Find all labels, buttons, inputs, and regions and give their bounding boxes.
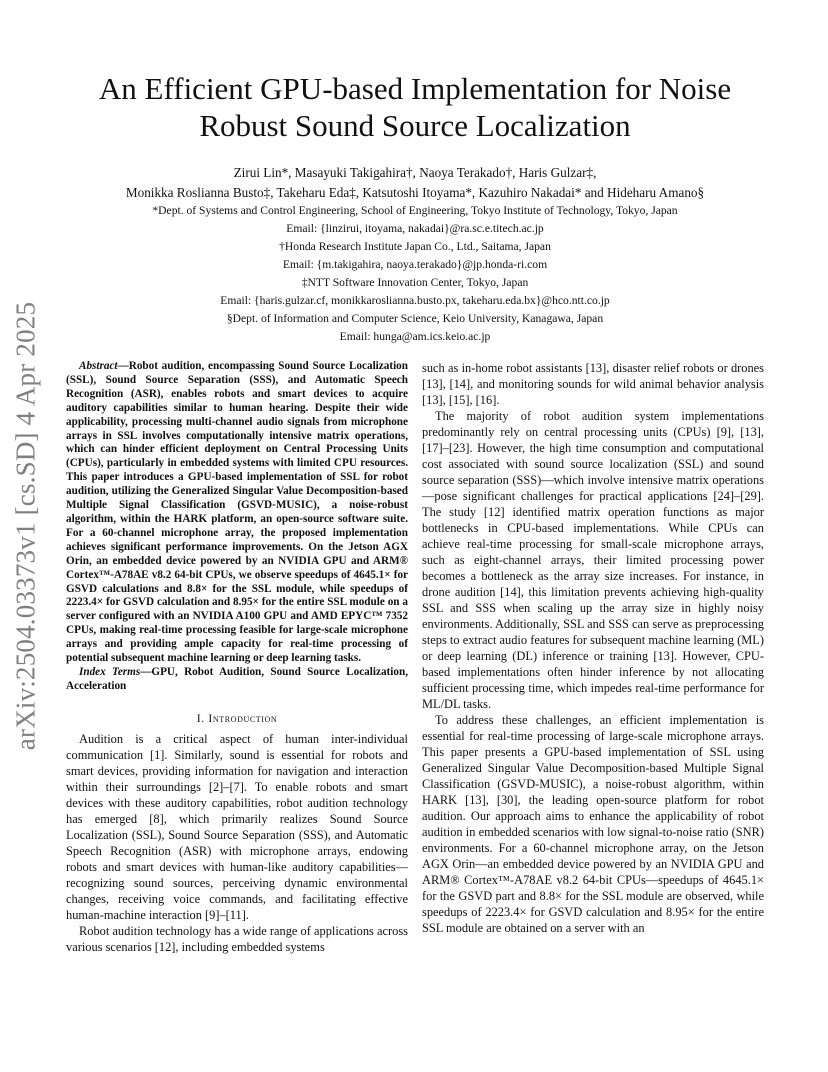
intro-paragraph-2: Robot audition technology has a wide range of applications across various scenarios [12], including embedded systems	[66, 923, 408, 954]
paper-title: An Efficient GPU-based Implementation for Noise Robust Sound Source Localization	[98, 71, 732, 143]
right-paragraph-1: The majority of robot audition system implementations predominantly rely on central processing units (CPUs) [9], [13], [17]–[23]. However, the high time consumption and computational cost associated with sound source localization (SSL) and sound source separation (SSS)—which involve intensive matrix operations—pose significant challenges for practical applications [24]–[29]. The study [12] identified matrix operation functions as major bottlenecks in CPU-based implementations. While CPUs can achieve real-time processing for small-scale microphone arrays, such as eight-channel arrays, their limited processing power becomes a bottleneck as the array size increases. For instance, in drone audition [14], this limitation prevents achieving high-quality SSL and SSS when scaling up the array size in highly noisy environments. Additionally, SSL and SSS can serve as preprocessing steps to extract audio features for subsequent machine learning (ML) or deep learning (DL) inference or training [13]. However, CPU-based implementations often hinder inference by not allocating sufficient processing time, which impedes real-time performance for ML/DL tasks.	[422, 409, 764, 711]
index-terms	[66, 666, 408, 694]
affiliation-3: ‡NTT Software Innovation Center, Tokyo, Japan	[301, 276, 529, 289]
author-block	[60, 163, 770, 346]
intro-paragraph-1: Audition is a critical aspect of human inter-individual communication [1]. Similarly, sound is essential for robots and smart devices, providing information for navigation and interaction within their surroundings [2]–[7]. To enable robots and smart devices with these auditory capabilities, robot audition technology has emerged [8], which primarily realizes Sound Source Localization (SSL), Sound Source Separation (SSS), and Automatic Speech Recognition (ASR) with microphone arrays, endowing robots and smart devices with human-like auditory capabilities—recognizing sound sources, perceiving dynamic environmental changes, receiving voice commands, and facilitating effective human-machine interaction [9]–[11].	[66, 731, 408, 922]
affiliation-4: §Dept. of Information and Computer Science, Keio University, Kanagawa, Japan	[226, 312, 604, 325]
affiliation-1: *Dept. of Systems and Control Engineering, School of Engineering, Tokyo Institute of Technology, Tokyo, Japan	[152, 204, 678, 217]
email-1: Email: {linzirui, itoyama, nakadai}@ra.sc.e.titech.ac.jp	[286, 222, 544, 235]
abstract-label: Abstract	[79, 360, 118, 372]
section-heading-introduction: I. Introduction	[196, 710, 278, 725]
right-paragraph-2: To address these challenges, an efficient implementation is essential for real-time processing of large-scale microphone arrays. This paper presents a GPU-based implementation of SSL using Generalized Singular Value Decomposition-based Multiple Signal Classification (GSVD-MUSIC), a noise-robust algorithm, within HARK [13], [30], the leading open-source platform for robot audition. Our approach aims to enhance the applicability of robot audition in embedded scenarios with low signal-to-noise ratio (SNR) environments. For a 60-channel microphone array, on the Jetson AGX Orin—an embedded device powered by an NVIDIA GPU and ARM® Cortex™-A78AE v8.2 64-bit CPUs—speedups of 4645.1× for the GSVD part and 8.8× for the SSL module are observed, while speedups of 2223.4× for GSVD calculation and 8.95× for the entire SSL module are obtained on a server with an	[422, 713, 764, 935]
affiliation-2: †Honda Research Institute Japan Co., Ltd., Saitama, Japan	[279, 240, 551, 253]
abstract	[66, 360, 408, 666]
right-paragraph-0: such as in-home robot assistants [13], disaster relief robots or drones [13], [14], and monitoring sounds for wild animal behavior analysis [13], [15], [16].	[422, 361, 764, 407]
arxiv-identifier-margin	[6, 296, 46, 756]
arxiv-identifier: arXiv:2504.03373v1 [cs.SD] 4 Apr 2025	[10, 301, 41, 751]
index-terms-text: —GPU, Robot Audition, Sound Source Localization, Acceleration	[66, 665, 408, 692]
right-column	[422, 360, 764, 936]
email-3: Email: {haris.gulzar.cf, monikkaroslianna.busto.px, takeharu.eda.bx}@hco.ntt.co.jp	[220, 294, 610, 307]
author-line-1: Zirui Lin*, Masayuki Takigahira†, Naoya Terakado†, Haris Gulzar‡,	[233, 165, 597, 180]
author-line-2: Monikka Roslianna Busto‡, Takeharu Eda‡, Katsutoshi Itoyama*, Kazuhiro Nakadai* and Hideharu Amano§	[125, 184, 705, 200]
index-terms-label: Index Terms	[79, 665, 141, 678]
left-column	[66, 360, 408, 955]
email-4: Email: hunga@am.ics.keio.ac.jp	[339, 330, 491, 343]
email-2: Email: {m.takigahira, naoya.terakado}@jp.honda-ri.com	[282, 258, 548, 271]
abstract-text: —Robot audition, encompassing Sound Source Localization (SSL), Sound Source Separation (SSS), and Automatic Speech Recognition (ASR), enables robots and smart devices to acquire auditory capabilities similar to human hearing. Despite their wide applicability, processing multi-channel audio signals from microphone arrays in SSL involves computationally intensive matrix operations, which can hinder efficient deployment on Central Processing Units (CPUs), particularly in embedded systems with limited CPU resources. This paper introduces a GPU-based implementation of SSL for robot audition, utilizing the Generalized Singular Value Decomposition-based Multiple Signal Classification (GSVD-MUSIC), a noise-robust algorithm, within the HARK platform, an open-source software suite. For a 60-channel microphone array, the proposed implementation achieves significant performance improvements. On the Jetson AGX Orin, an embedded device powered by an NVIDIA GPU and ARM® Cortex™-A78AE v8.2 64-bit CPUs, we observe speedups of 4645.1× for GSVD calculations and 8.8× for the SSL module, while speedups of 2223.4× for GSVD calculation and 8.95× for the entire SSL module on a server configured with an NVIDIA A100 GPU and AMD EPYC™ 7352 CPUs, making real-time processing feasible for large-scale microphone arrays and providing ample capacity for real-time processing of potential subsequent machine learning or deep learning tasks.	[66, 360, 408, 665]
